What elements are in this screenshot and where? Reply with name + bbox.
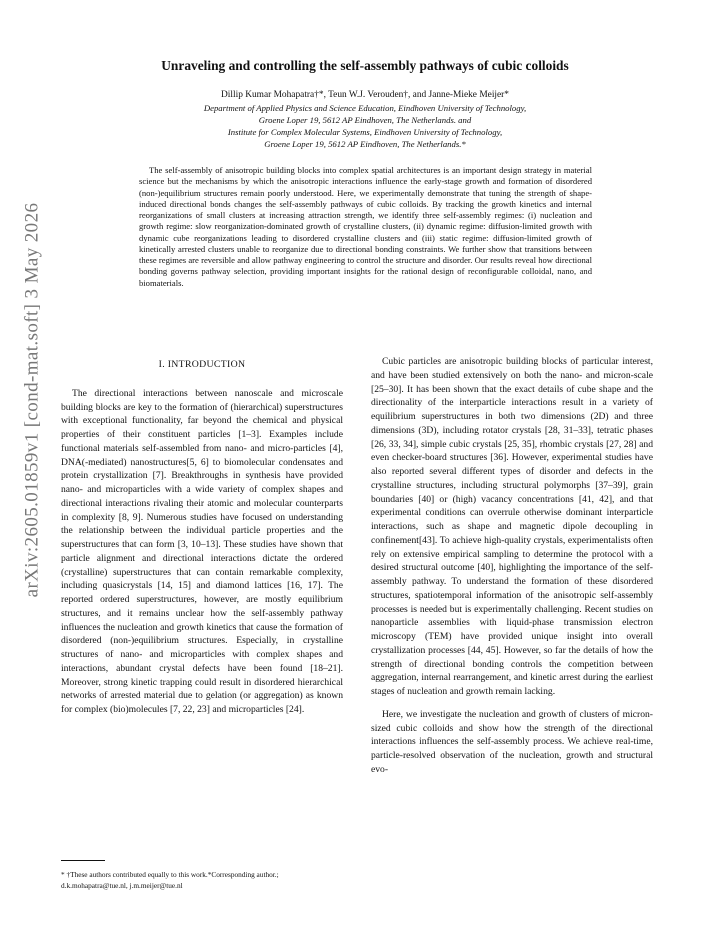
paper-title: Unraveling and controlling the self-assembly pathways of cubic colloids <box>161 58 569 73</box>
footnote: * †These authors contributed equally to this work.*Corresponding author.; d.k.mohapatra@tue.nl, j.m.meijer@tue.nl <box>61 870 279 890</box>
affiliation-line-3: Institute for Complex Molecular Systems, Eindhoven University of Technology, <box>227 127 503 137</box>
intro-paragraph-1: The directional interactions between nanoscale and microscale building blocks are key to the formation of (hierarchical) superstructures with exceptional functionality, far beyond the chemical and physical properties of their constituent particles [1–3]. Examples include functional materials self-assembled from nano- and micro-particles [4], DNA(-mediated) nanostructures[5, 6] to biomolecular condensates and protein crystallization [7]. Breakthroughs in synthesis have provided nano- and microparticles with a wide variety of complex shapes and directional interactions rivaling their atomic and molecular counterparts in complexity [8, 9]. Numerous studies have focused on understanding the relationship between the individual particle properties and the superstructures that can form [3, 10–13]. These studies have shown that particle alignment and directional interactions dictate the ordered (crystalline) superstructures that can contain remarkable complexity, including quasicrystals [14, 15] and diamond lattices [16, 17]. The reported ordered superstructures, however, are mostly equilibrium structures, and it remains unclear how the self-assembly pathway influences the nucleation and growth kinetics that cause the formation of disordered (non-)equilibrium structures. Especially, in crystalline structures of nano- and microparticles with complex shapes and interactions, abundant crystal defects have been found [18–21]. Moreover, strong kinetic trapping could result in disordered hierarchical networks of arrested material due to gelation (or aggregation) as known for complex (bio)molecules [7, 22, 23] and microparticles [24]. <box>61 387 343 715</box>
section-heading-introduction: I. INTRODUCTION <box>158 359 246 370</box>
right-column <box>371 355 653 777</box>
left-column <box>61 355 343 717</box>
intro-paragraph-2: Cubic particles are anisotropic building blocks of particular interest, and have been studied extensively on both the nano- and micron-scale [25–30]. It has been shown that the exact details of cube shape and the directionality of the interparticle interactions result in a variety of equilibrium superstructures in both two dimensions (2D) and three dimensions (3D), including rotator crystals [28, 31–33], tetratic phases [26, 33, 34], simple cubic crystals [25, 35], rhombic crystals [27, 28] and even checker-board structures [36]. However, experimental studies have also reported several different types of disorder and defects in the crystalline structures, including structural polymorphs [37–39], grain boundaries [40] or (high) vacancy concentrations [41, 42], and that experimental conditions can overrule otherwise dominant interparticle interactions, such as shape and magnetic dipole decoupling in confinement[43]. To achieve high-quality crystals, experimentalists often rely on extensive empirical sampling to determine the protocol with a desired structural outcome [40], highlighting the importance of the self-assembly pathway. To understand the formation of these disordered structures, spatiotemporal information of the anisotropic self-assembly processes is needed but is experimentally challenging. Recent studies on nanoparticle assemblies with liquid-phase transmission electron microscopy (TEM) have provided unique insight into overall crystallization processes [44, 45]. However, so far the details of how the strength of directional bonding controls the competition between aggregation, internal rearrangement, and kinetic arrest during the earliest stages of nucleation and growth remain lacking. <box>371 356 653 697</box>
arxiv-side-stamp <box>12 120 52 680</box>
intro-paragraph-3: Here, we investigate the nucleation and growth of clusters of micron-sized cubic colloids and show how the strength of the directional interactions influences the self-assembly process. We achieve real-time, particle-resolved observation of the nucleation, growth and structural evo- <box>371 708 653 775</box>
author-list: Dillip Kumar Mohapatra†*, Teun W.J. Verouden†, and Janne-Mieke Meijer* <box>221 90 509 100</box>
affiliation-line-1: Department of Applied Physics and Science Education, Eindhoven University of Technology, <box>203 103 527 113</box>
footnote-divider <box>61 860 105 861</box>
affiliation-line-2: Groene Loper 19, 5612 AP Eindhoven, The Netherlands. and <box>258 115 472 125</box>
arxiv-identifier: arXiv:2605.01859v1 [cond-mat.soft] 3 May 2026 <box>21 202 42 598</box>
abstract: The self-assembly of anisotropic building blocks into complex spatial architectures is an important design strategy in material science but the mechanisms by which the anisotropic interactions influence the early-stage growth and formation of disordered (non-)equilibrium structures remain poorly understood. Here, we experimentally demonstrate that tuning the strength of shape-induced directional bonds changes the self-assembly pathways of cubic colloids. By tracking the growth kinetics and internal reorganizations of small clusters at increasing attraction strength, we identify three self-assembly regimes: (i) nucleation and growth regime: slow reorganization-dominated growth of crystalline clusters, (ii) dynamic regime: diffusion-limited growth with dynamic cube reorganizations leading to disordered crystalline clusters and (iii) static regime: diffusion-limited growth of kinetically arrested clusters unable to reorganize due to directional bonding constraints. We further show that transitions between these regimes are reversible and allow pathway engineering to control the structure and disorder. Our results reveal how directional bonding governs pathway selection, providing important insights for the rational design of reconfigurable colloidal, nano, and biomaterials. <box>139 165 592 288</box>
affiliation-line-4: Groene Loper 19, 5612 AP Eindhoven, The Netherlands.* <box>264 139 466 149</box>
